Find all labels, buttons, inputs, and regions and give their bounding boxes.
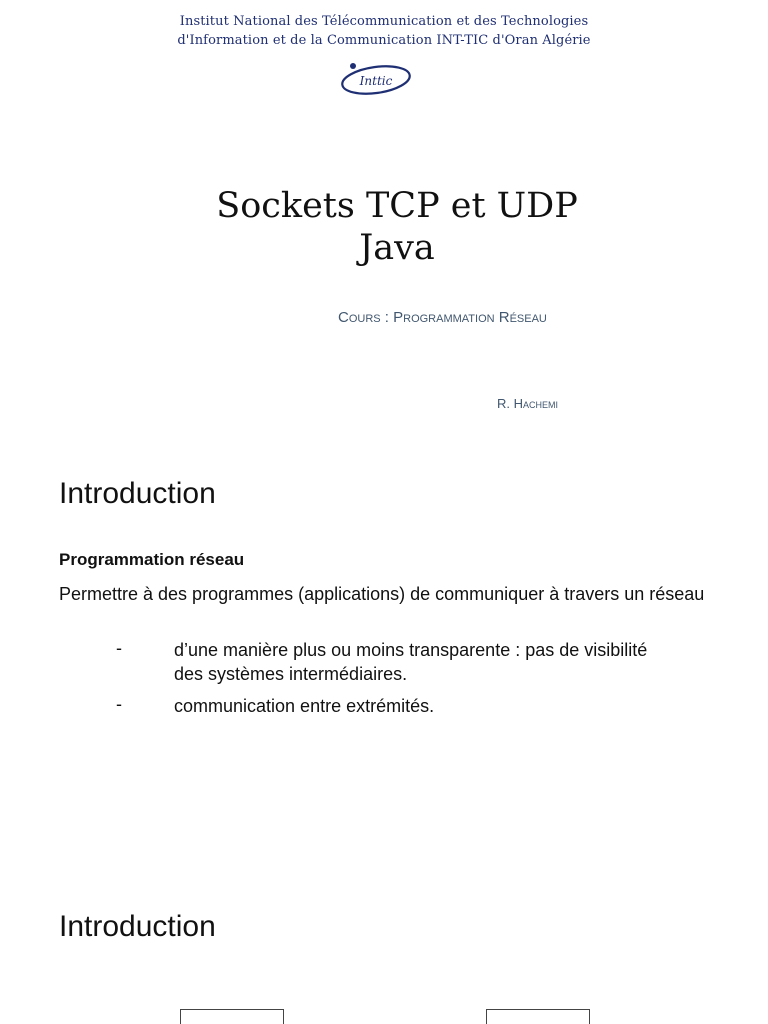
bullet-marker: - — [116, 638, 122, 658]
presentation-title: Sockets TCP et UDP — [216, 186, 578, 226]
institution-name-line2: d'Information et de la Communication INT-TIC d'Oran Algérie — [177, 33, 591, 48]
intro-paragraph: Permettre à des programmes (applications) de communiquer à travers un réseau — [59, 584, 705, 604]
introduction-slide-2 — [0, 864, 768, 1024]
slide-heading: Introduction — [59, 477, 216, 510]
course-subtitle: Cours : Programmation Réseau — [338, 309, 547, 326]
slide-heading: Introduction — [59, 910, 216, 943]
bullet-marker: - — [116, 694, 122, 714]
bullet-item: d’une manière plus ou moins transparente : pas de visibilité des systèmes intermédiaires. — [174, 640, 648, 684]
diagram-box-right — [486, 1009, 590, 1024]
slide-subheading: Programmation réseau — [59, 550, 245, 569]
bullet-item: communication entre extrémités. — [174, 696, 435, 716]
diagram-box-left — [180, 1009, 284, 1024]
introduction-slide — [0, 432, 768, 864]
inttic-logo — [339, 60, 413, 98]
logo-text: Inttic — [359, 74, 393, 88]
author-name: R. Hachemi — [497, 396, 559, 411]
presentation-title-line2: Java — [359, 228, 435, 268]
institution-name-line1: Institut National des Télécommunication et des Technologies — [179, 14, 589, 29]
title-slide — [0, 0, 768, 432]
